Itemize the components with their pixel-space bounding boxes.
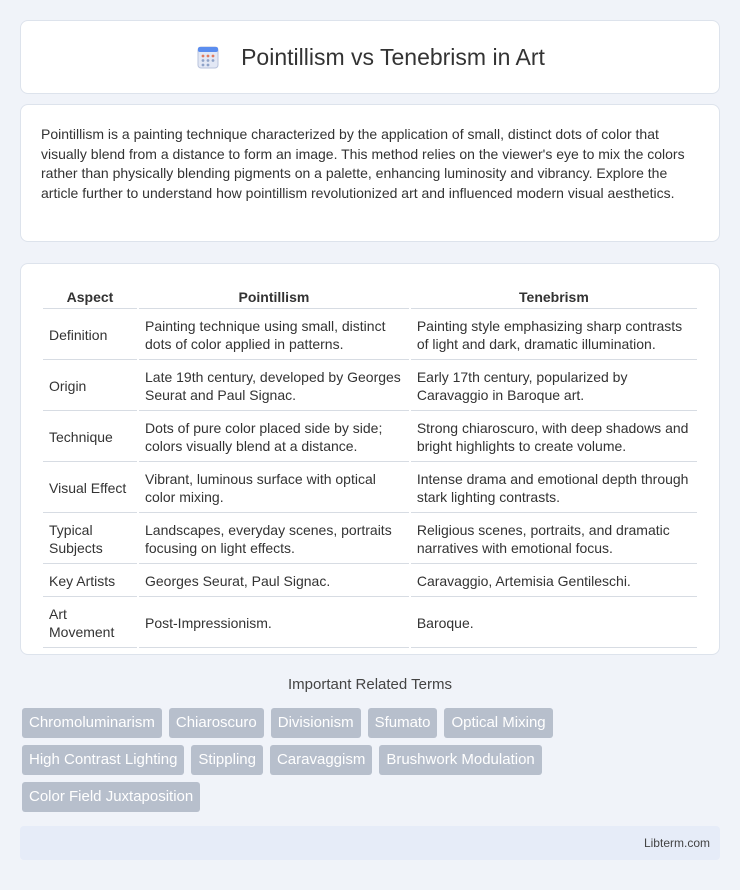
- cell-tenebrism: Caravaggio, Artemisia Gentileschi.: [411, 566, 697, 597]
- related-term-tag[interactable]: Chromoluminarism: [22, 708, 162, 738]
- cell-aspect: Origin: [43, 362, 137, 411]
- cell-tenebrism: Painting style emphasizing sharp contrasts of light and dark, dramatic illumination.: [411, 311, 697, 360]
- related-term-tag[interactable]: Optical Mixing: [444, 708, 552, 738]
- related-term-tag[interactable]: Stippling: [191, 745, 263, 775]
- cell-tenebrism: Intense drama and emotional depth through stark lighting contrasts.: [411, 464, 697, 513]
- cell-tenebrism: Early 17th century, popularized by Caravaggio in Baroque art.: [411, 362, 697, 411]
- cell-tenebrism: Baroque.: [411, 599, 697, 648]
- intro-card: [20, 104, 720, 242]
- header-card: [20, 20, 720, 94]
- related-term-tag[interactable]: Sfumato: [368, 708, 438, 738]
- related-term-tag[interactable]: Color Field Juxtaposition: [22, 782, 200, 812]
- document-grid-icon: [195, 44, 221, 70]
- cell-aspect: Visual Effect: [43, 464, 137, 513]
- table-header-row: [43, 286, 697, 309]
- column-header-tenebrism: Tenebrism: [411, 286, 697, 309]
- comparison-table: [41, 284, 699, 650]
- cell-pointillism: Vibrant, luminous surface with optical color mixing.: [139, 464, 409, 513]
- table-row: [43, 362, 697, 411]
- column-header-aspect: Aspect: [43, 286, 137, 309]
- cell-aspect: Technique: [43, 413, 137, 462]
- cell-pointillism: Late 19th century, developed by Georges Seurat and Paul Signac.: [139, 362, 409, 411]
- table-row: [43, 413, 697, 462]
- related-terms-title: Important Related Terms: [288, 676, 452, 693]
- cell-pointillism: Landscapes, everyday scenes, portraits focusing on light effects.: [139, 515, 409, 564]
- comparison-table-card: [20, 263, 720, 655]
- cell-pointillism: Post-Impressionism.: [139, 599, 409, 648]
- related-terms-list: [22, 708, 722, 819]
- cell-aspect: Key Artists: [43, 566, 137, 597]
- related-term-tag[interactable]: Chiaroscuro: [169, 708, 264, 738]
- related-term-tag[interactable]: Caravaggism: [270, 745, 372, 775]
- cell-tenebrism: Religious scenes, portraits, and dramatic narratives with emotional focus.: [411, 515, 697, 564]
- cell-pointillism: Georges Seurat, Paul Signac.: [139, 566, 409, 597]
- table-row: [43, 515, 697, 564]
- table-row: [43, 464, 697, 513]
- related-term-tag[interactable]: Brushwork Modulation: [379, 745, 541, 775]
- cell-aspect: Art Movement: [43, 599, 137, 648]
- page-title: Pointillism vs Tenebrism in Art: [241, 43, 545, 70]
- related-term-tag[interactable]: Divisionism: [271, 708, 361, 738]
- cell-tenebrism: Strong chiaroscuro, with deep shadows and bright highlights to create volume.: [411, 413, 697, 462]
- footer: [20, 826, 720, 860]
- column-header-pointillism: Pointillism: [139, 286, 409, 309]
- table-row: [43, 566, 697, 597]
- cell-pointillism: Dots of pure color placed side by side; colors visually blend at a distance.: [139, 413, 409, 462]
- cell-aspect: Typical Subjects: [43, 515, 137, 564]
- cell-pointillism: Painting technique using small, distinct dots of color applied in patterns.: [139, 311, 409, 360]
- table-row: [43, 311, 697, 360]
- related-term-tag[interactable]: High Contrast Lighting: [22, 745, 184, 775]
- cell-aspect: Definition: [43, 311, 137, 360]
- table-row: [43, 599, 697, 648]
- intro-text: Pointillism is a painting technique characterized by the application of small, distinct dots of color that visually blend from a distance to form an image. This method relies on the viewer's eye to mix the colors rather than physically blending pigments on a palette, enhancing luminosity and vibrancy. Explore the article further to understand how pointillism revolutionized art and influenced modern visual aesthetics.: [41, 126, 685, 201]
- footer-site-link[interactable]: Libterm.com: [643, 836, 710, 850]
